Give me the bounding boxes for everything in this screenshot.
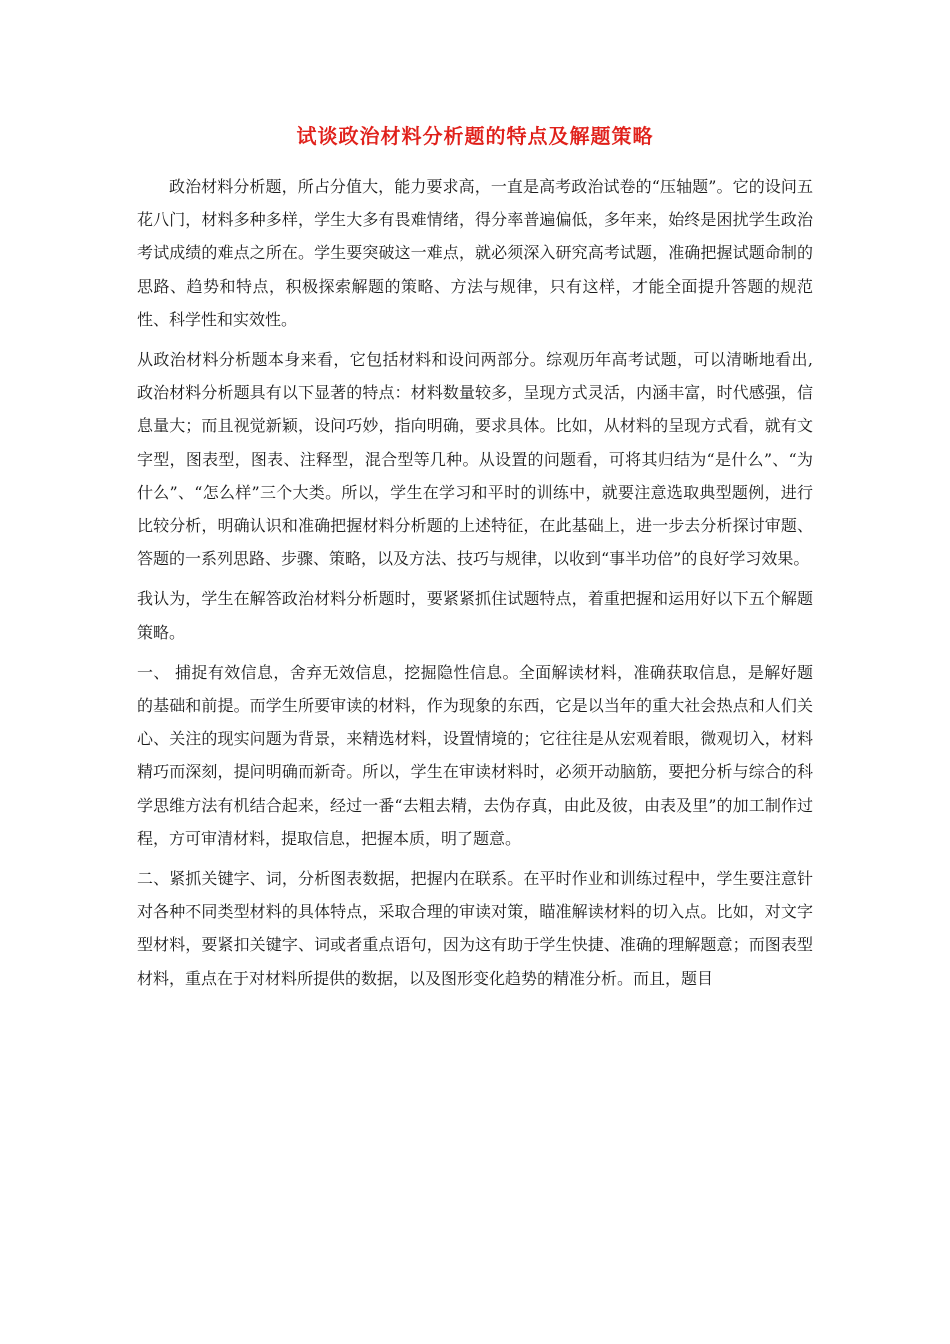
paragraph-characteristics: 从政治材料分析题本身来看，它包括材料和设问两部分。综观历年高考试题，可以清晰地看出,政治材料分析题具有以下显著的特点：材料数量较多，呈现方式灵活，内涵丰富，时代感强，信息量大；而且视觉新颖，设问巧妙，指向明确，要求具体。比如，从材料的呈现方式看，就有文字型，图表型，图表、注释型，混合型等几种。从设置的问题看，可将其归结为“是什么”、“为什么”、“怎么样”三个大类。所以，学生在学习和平时的训练中，就要注意选取典型题例，进行比较分析，明确认识和准确把握材料分析题的上述特征，在此基础上，进一步去分析探讨审题、答题的一系列思路、步骤、策略，以及方法、技巧与规律，以收到“事半功倍”的良好学习效果。 <box>137 350 813 569</box>
document-body <box>137 170 813 1002</box>
paragraph-strategy-one: 一、 捕捉有效信息，舍弃无效信息，挖掘隐性信息。全面解读材料，准确获取信息，是解好题的基础和前提。而学生所要审读的材料，作为现象的东西，它是以当年的重大社会热点和人们关心、关注的现实问题为背景，来精选材料，设置情境的；它往往是从宏观着眼，微观切入，材料精巧而深刻，提问明确而新奇。所以，学生在审读材料时，必须开动脑筋，要把分析与综合的科学思维方法有机结合起来，经过一番“去粗去精，去伪存真，由此及彼，由表及里”的加工制作过程，方可审清材料，提取信息，把握本质，明了题意。 <box>137 662 813 848</box>
paragraph-strategy-two: 二、紧抓关键字、词，分析图表数据，把握内在联系。在平时作业和训练过程中，学生要注意针对各种不同类型材料的具体特点，采取合理的审读对策，瞄准解读材料的切入点。比如，对文字型材料，要紧扣关键字、词或者重点语句，因为这有助于学生快捷、准确的理解题意；而图表型材料，重点在于对材料所提供的数据，以及图形变化趋势的精准分析。而且，题目 <box>137 869 813 988</box>
document-title: 试谈政治材料分析题的特点及解题策略 <box>296 124 654 148</box>
paragraph-strategies-intro: 我认为，学生在解答政治材料分析题时，要紧紧抓住试题特点，着重把握和运用好以下五个解题策略。 <box>137 589 813 642</box>
paragraph-intro: 政治材料分析题，所占分值大，能力要求高，一直是高考政治试卷的“压轴题”。它的设问五花八门，材料多种多样，学生大多有畏难情绪，得分率普遍偏低，多年来，始终是困扰学生政治考试成绩的难点之所在。学生要突破这一难点，就必须深入研究高考试题，准确把握试题命制的思路、趋势和特点，积极探索解题的策略、方法与规律，只有这样，才能全面提升答题的规范性、科学性和实效性。 <box>137 177 813 329</box>
